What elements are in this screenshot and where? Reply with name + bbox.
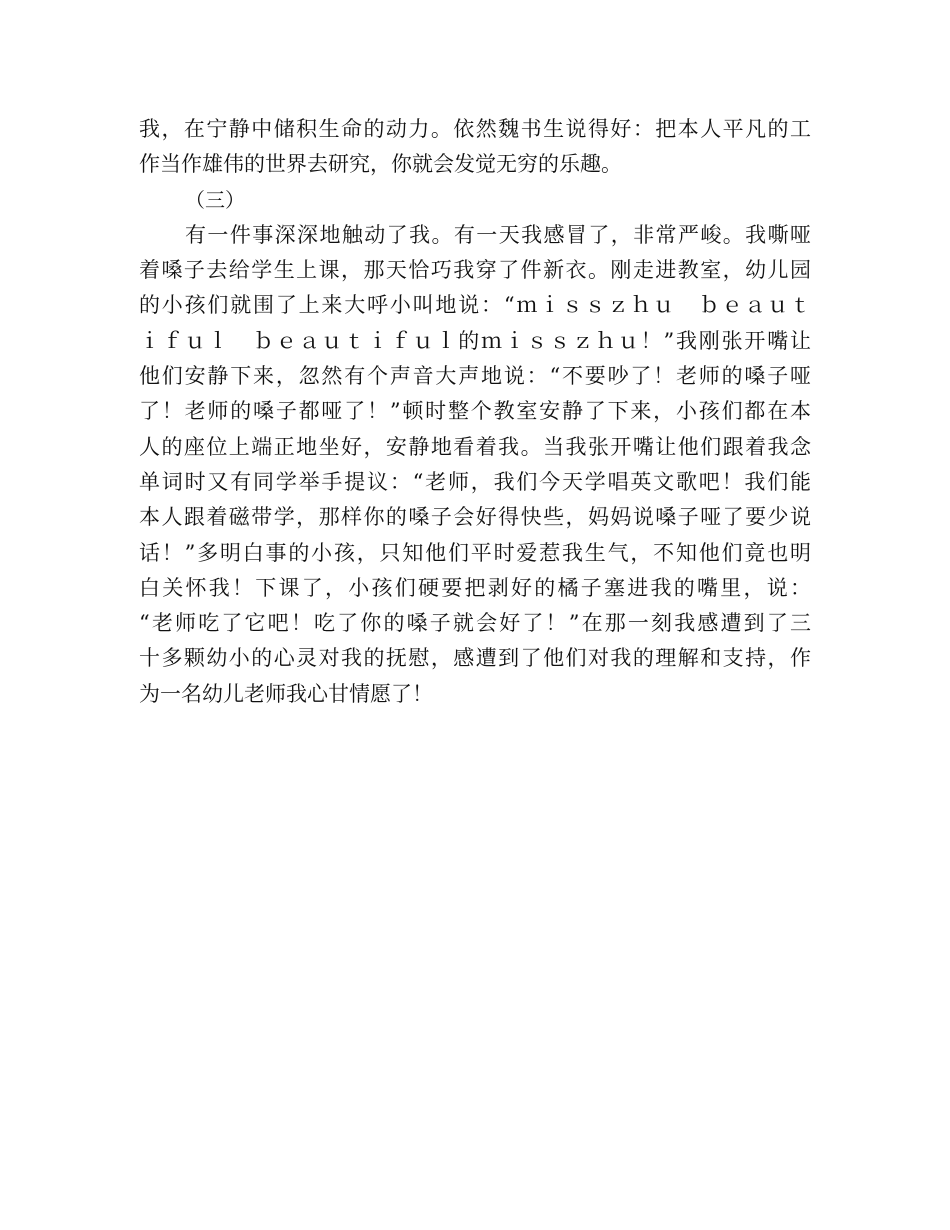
- text-line: 十多颗幼小的心灵对我的抚慰，感遭到了他们对我的理解和支持，作: [139, 646, 811, 671]
- body-text: [139, 112, 811, 712]
- text-line: ｉｆｕｌ ｂｅａｕｔｉｆｕｌ的ｍｉｓｓｚｈｕ！”我刚张开嘴让: [139, 328, 811, 353]
- text-line: “老师吃了它吧！吃了你的嗓子就会好了！”在那一刻我感遭到了三: [139, 611, 811, 636]
- section-heading: （三）: [185, 187, 245, 212]
- text-line: 着嗓子去给学生上课，那天恰巧我穿了件新衣。刚走进教室，幼儿园: [139, 258, 811, 283]
- text-line: 话！”多明白事的小孩，只知他们平时爱惹我生气，不知他们竟也明: [139, 540, 811, 565]
- text-line: 白关怀我！下课了，小孩们硬要把剥好的橘子塞进我的嘴里，说：: [139, 575, 811, 600]
- text-line: 人的座位上端正地坐好，安静地看着我。当我张开嘴让他们跟着我念: [139, 434, 811, 459]
- text-line: 为一名幼儿老师我心甘情愿了！: [139, 681, 433, 706]
- text-line: 本人跟着磁带学，那样你的嗓子会好得快些，妈妈说嗓子哑了要少说: [139, 505, 811, 530]
- text-line: 单词时又有同学举手提议：“老师，我们今天学唱英文歌吧！我们能: [139, 469, 811, 494]
- text-line: 的小孩们就围了上来大呼小叫地说：“ｍｉｓｓｚｈｕ ｂｅａｕｔ: [139, 293, 811, 318]
- text-line: 了！老师的嗓子都哑了！”顿时整个教室安静了下来，小孩们都在本: [139, 399, 811, 424]
- text-line: 我，在宁静中储积生命的动力。依然魏书生说得好：把本人平凡的工: [139, 117, 811, 141]
- paragraph-first-line: 有一件事深深地触动了我。有一天我感冒了，非常严峻。我嘶哑: [185, 222, 811, 247]
- text-line: 他们安静下来，忽然有个声音大声地说：“不要吵了！老师的嗓子哑: [139, 364, 811, 389]
- text-line: 作当作雄伟的世界去研究，你就会发觉无穷的乐趣。: [139, 152, 622, 177]
